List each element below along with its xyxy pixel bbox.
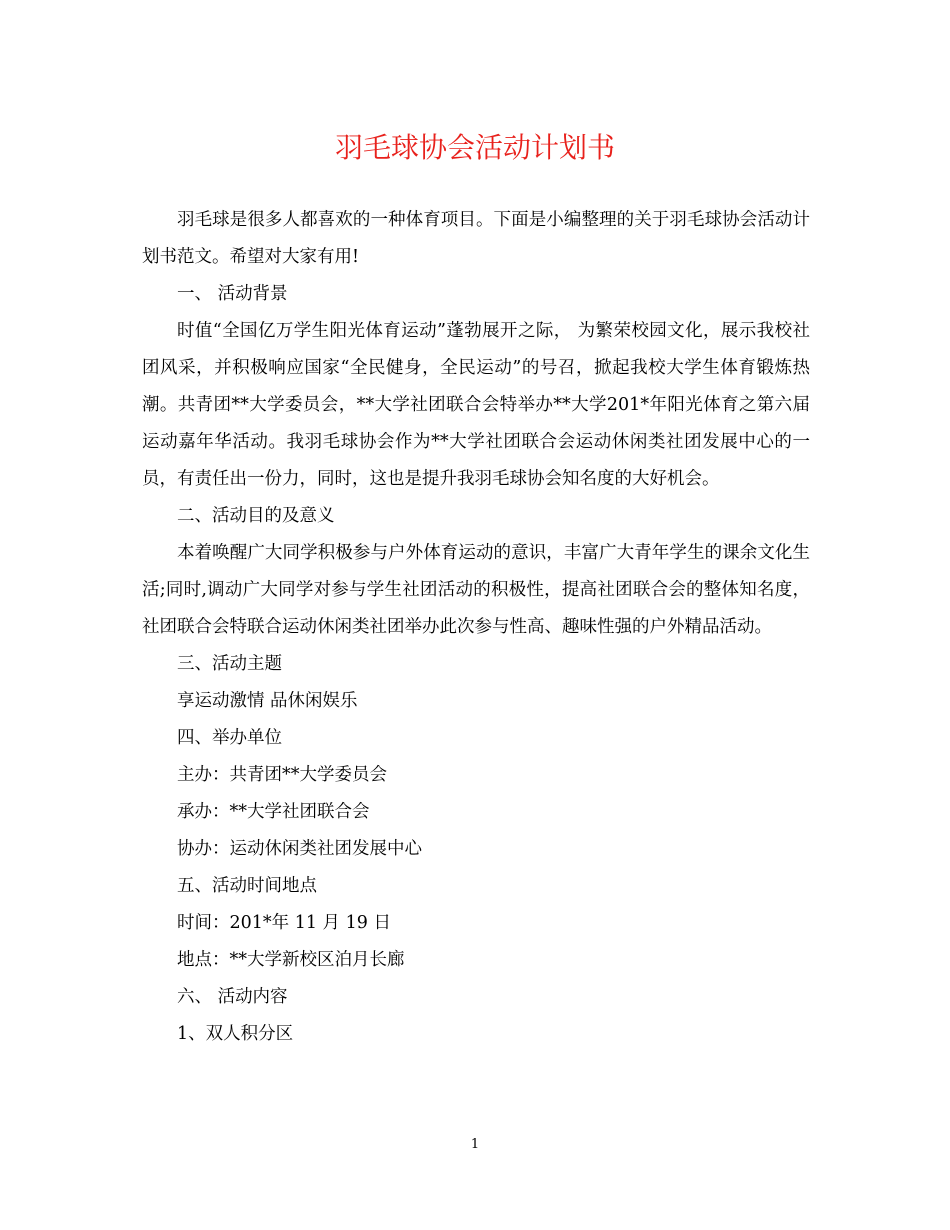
page-number: 1 [470, 1137, 480, 1152]
section-heading-background: 一、 活动背景 [177, 284, 288, 304]
intro-paragraph: 羽毛球是很多人都喜欢的一种体育项目。下面是小编整理的关于羽毛球协会活动计划书范文。希望对大家有用! [142, 210, 810, 267]
background-paragraph: 时值“全国亿万学生阳光体育运动”蓬勃展开之际， 为繁荣校园文化，展示我校社团风采，并积极响应国家“全民健身，全民运动”的号召，掀起我校大学生体育锻炼热潮。共青团**大学委员会，**大学社团联合会特举办**大学201*年阳光体育之第六届运动嘉年华活动。我羽毛球协会作为**大学社团联合会运动休闲类社团发展中心的一员，有责任出一份力，同时，这也是提升我羽毛球协会知名度的大好机会。 [142, 321, 810, 489]
section-heading-purpose: 二、活动目的及意义 [177, 506, 335, 526]
event-time: 时间：201*年 11 月 19 日 [177, 913, 391, 933]
section-heading-time-place: 五、活动时间地点 [177, 876, 317, 896]
event-place: 地点：**大学新校区泊月长廊 [177, 950, 405, 970]
section-heading-content: 六、 活动内容 [177, 987, 288, 1007]
purpose-paragraph: 本着唤醒广大同学积极参与户外体育运动的意识，丰富广大青年学生的课余文化生活;同时,调动广大同学对参与学生社团活动的积极性，提高社团联合会的整体知名度，社团联合会特联合运动休闲类社团举办此次参与性高、趣味性强的户外精品活动。 [142, 543, 810, 637]
organizer-coorganizer: 协办：运动休闲类社团发展中心 [177, 839, 422, 859]
section-heading-organizers: 四、举办单位 [177, 728, 282, 748]
content-item-1: 1、双人积分区 [177, 1024, 294, 1044]
organizer-undertaker: 承办：**大学社团联合会 [177, 802, 370, 822]
section-heading-theme: 三、活动主题 [177, 654, 282, 674]
document-title: 羽毛球协会活动计划书 [334, 131, 615, 164]
document-body [142, 202, 810, 1053]
theme-text: 享运动激情 品休闲娱乐 [177, 691, 358, 711]
organizer-host: 主办：共青团**大学委员会 [177, 765, 387, 785]
